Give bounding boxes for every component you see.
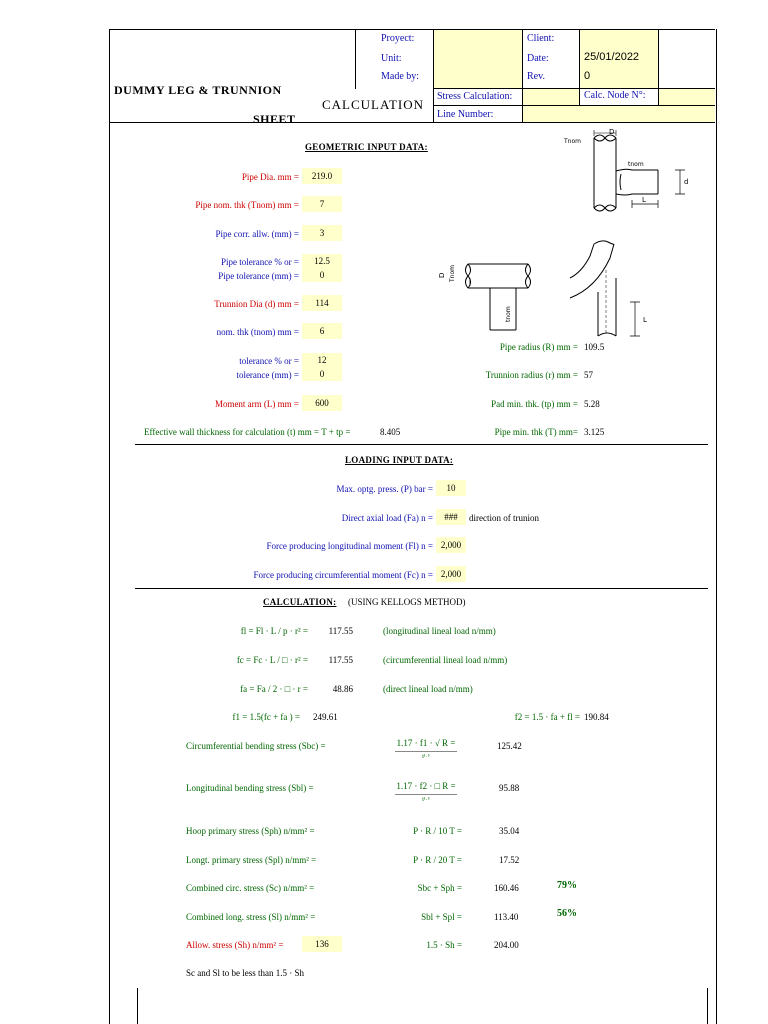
allow-result: 204.00 xyxy=(494,940,519,950)
header-fill xyxy=(523,106,715,122)
header-fill xyxy=(659,89,715,105)
trunnion-dia-input[interactable]: 114 xyxy=(302,295,342,311)
fl-formula: fl = Fl · L / p · r² = xyxy=(240,626,308,636)
allow-stress-input[interactable]: 136 xyxy=(302,936,342,952)
stress-limit-note: Sc and Sl to be less than 1.5 · Sh xyxy=(186,968,304,978)
pipe-tol-mm-input[interactable]: 0 xyxy=(302,268,342,282)
pipe-corr-label: Pipe corr. allw. (mm) = xyxy=(215,229,299,239)
rev-value[interactable]: 0 xyxy=(584,70,591,82)
fl-force-label: Force producing longitudinal moment (Fl) n = xyxy=(266,541,433,551)
sbc-value: 125.42 xyxy=(497,741,522,751)
client-label: Client: xyxy=(527,33,555,44)
sbl-label: Longitudinal bending stress (Sbl) = xyxy=(186,783,314,793)
pipe-min-label: Pipe min. thk (T) mm= xyxy=(494,427,578,437)
nom-thk-label: nom. thk (tnom) mm = xyxy=(216,327,299,337)
nom-thk-input[interactable]: 6 xyxy=(302,323,342,339)
header-col-divider xyxy=(355,29,356,89)
trunnion-dia-label: Trunnion Dia (d) mm = xyxy=(214,299,299,309)
d-label: d xyxy=(684,178,689,186)
sbc-numerator: 1.17 · f1 · √ R = xyxy=(396,738,456,748)
section-divider xyxy=(135,444,708,445)
vertical-pipe-outline xyxy=(594,138,616,208)
fa-value: 48.86 xyxy=(332,684,353,694)
trunnion-outline xyxy=(616,169,658,195)
D-label: D xyxy=(609,128,615,136)
horizontal-pipe-outline xyxy=(468,264,528,288)
calculation-section-title: CALCULATION: xyxy=(263,597,337,607)
tol-mm-input[interactable]: 0 xyxy=(302,367,342,381)
fl-note: (longitudinal lineal load n/mm) xyxy=(383,626,496,636)
sph-label: Hoop primary stress (Sph) n/mm² = xyxy=(186,826,315,836)
pipe-nom-thk-label: Pipe nom. thk (Tnom) mm = xyxy=(195,200,299,210)
fc-note: (circumferential lineal load n/mm) xyxy=(383,655,508,665)
axial-load-label: Direct axial load (Fa) n = xyxy=(341,513,433,523)
f2-value: 190.84 xyxy=(584,712,609,722)
title-sheet: SHEET xyxy=(253,112,296,126)
fc-force-input[interactable]: 2,000 xyxy=(436,566,466,582)
pipe-dia-input[interactable]: 219.0 xyxy=(302,168,342,184)
fc-force-label: Force producing circumferential moment (Fc) n = xyxy=(253,570,433,580)
eff-wall-value: 8.405 xyxy=(380,427,401,437)
tnom-leg-label: tnom xyxy=(505,306,512,322)
pad-min-label: Pad min. thk. (tp) mm = xyxy=(491,399,578,409)
sc-formula: Sbc + Sph = xyxy=(417,883,462,893)
max-press-input[interactable]: 10 xyxy=(436,480,466,496)
sl-value: 113.40 xyxy=(494,912,519,922)
spl-label: Longt. primary stress (Spl) n/mm² = xyxy=(186,855,317,865)
max-press-label: Max. optg. press. (P) bar = xyxy=(336,484,433,494)
sbc-label: Circumferential bending stress (Sbc) = xyxy=(186,741,326,751)
L-bottom-label: L xyxy=(643,316,647,324)
calc-node-label: Calc. Node N°: xyxy=(584,90,646,101)
elbow-outline xyxy=(570,244,614,298)
sph-formula: P · R / 10 T = xyxy=(413,826,462,836)
fl-value: 117.55 xyxy=(328,626,353,636)
trunnion-radius-label: Trunnion radius (r) mm = xyxy=(485,370,578,380)
date-label: Date: xyxy=(527,53,549,64)
pipe-nom-thk-input[interactable]: 7 xyxy=(302,196,342,212)
tol-mm-label: tolerance (mm) = xyxy=(236,370,299,380)
sc-value: 160.46 xyxy=(494,883,519,893)
fl-force-input[interactable]: 2,000 xyxy=(436,537,466,553)
L-label: L xyxy=(642,196,646,204)
loading-section-title: LOADING INPUT DATA: xyxy=(345,455,454,465)
tnom-small-label: tnom xyxy=(628,161,644,168)
f1-formula: f1 = 1.5(fc + fa ) = xyxy=(232,712,300,722)
header-bottom-border xyxy=(109,122,715,123)
allow-formula: 1.5 · Sh = xyxy=(426,940,462,950)
moment-arm-label: Moment arm (L) mm = xyxy=(214,399,299,409)
sbl-numerator: 1.17 · f2 · □ R = xyxy=(396,781,456,791)
spl-formula: P · R / 20 T = xyxy=(413,855,462,865)
stress-calculation-label: Stress Calculation: xyxy=(437,91,513,102)
tol-pct-input[interactable]: 12 xyxy=(302,353,342,367)
pipe-min-value: 3.125 xyxy=(584,427,605,437)
tnom-label: Tnom xyxy=(564,138,581,145)
pipe-break-bottom xyxy=(594,205,616,211)
allow-stress-label: Allow. stress (Sh) n/mm² = xyxy=(186,940,284,950)
date-value[interactable]: 25/01/2022 xyxy=(584,51,640,63)
calculation-method: (USING KELLOGS METHOD) xyxy=(348,597,466,607)
f2-formula: f2 = 1.5 · fa + fl = xyxy=(514,712,580,722)
sl-label: Combined long. stress (Sl) n/mm² = xyxy=(186,912,316,922)
sbc-denominator: t¹·⁵ xyxy=(422,754,430,760)
dummy-leg-outline xyxy=(490,288,516,330)
tol-pct-label: tolerance % or = xyxy=(239,356,299,366)
sc-percent: 79% xyxy=(557,880,577,891)
section-divider xyxy=(135,588,708,589)
pad-min-value: 5.28 xyxy=(584,399,600,409)
sbl-fraction-bar xyxy=(395,794,457,795)
tnom-bottom-label: Tnom xyxy=(449,265,456,282)
eff-wall-label: Effective wall thickness for calculation (t) mm = T + tp = xyxy=(144,427,351,437)
header-fill xyxy=(434,30,522,88)
title-line1: DUMMY LEG & TRUNNION xyxy=(114,83,282,97)
pipe-corr-input[interactable]: 3 xyxy=(302,225,342,241)
D-bottom-label: D xyxy=(438,272,446,278)
sbl-denominator: t¹·⁵ xyxy=(422,797,430,803)
bottom-left-border xyxy=(137,988,138,1024)
title-calculation: CALCULATION xyxy=(322,97,424,112)
fa-note: (direct lineal load n/mm) xyxy=(383,684,473,694)
header-fill xyxy=(523,89,579,105)
sc-label: Combined circ. stress (Sc) n/mm² = xyxy=(186,883,315,893)
moment-arm-input[interactable]: 600 xyxy=(302,395,342,411)
unit-label: Unit: xyxy=(381,53,402,64)
sbc-fraction-bar xyxy=(395,751,457,752)
sph-value: 35.04 xyxy=(499,826,520,836)
axial-load-note: direction of trunion xyxy=(469,513,539,523)
fc-value: 117.55 xyxy=(328,655,353,665)
made-by-label: Made by: xyxy=(381,71,420,82)
pipe-tol-mm-label: Pipe tolerance (mm) = xyxy=(218,271,299,281)
trunnion-diagram-bottom xyxy=(430,230,670,340)
f1-value: 249.61 xyxy=(313,712,338,722)
fa-formula: fa = Fa / 2 · □ · r = xyxy=(240,684,308,694)
trunnion-radius-value: 57 xyxy=(584,370,593,380)
pipe-radius-label: Pipe radius (R) mm = xyxy=(499,342,578,352)
geometric-section-title: GEOMETRIC INPUT DATA: xyxy=(305,142,428,152)
proyect-label: Proyect: xyxy=(381,33,415,44)
sl-formula: Sbl + Spl = xyxy=(421,912,462,922)
line-number-label: Line Number: xyxy=(437,109,494,120)
trunnion-diagram-top xyxy=(560,126,695,216)
pipe-tol-pct-label: Pipe tolerance % or = xyxy=(220,257,299,267)
axial-load-input[interactable]: ### xyxy=(436,509,466,525)
bottom-right-border xyxy=(707,988,708,1024)
rev-label: Rev. xyxy=(527,71,545,82)
fc-formula: fc = Fc · L / □ · r² = xyxy=(236,655,308,665)
pipe-tol-pct-input[interactable]: 12.5 xyxy=(302,254,342,268)
pipe-radius-value: 109.5 xyxy=(584,342,605,352)
sbl-value: 95.88 xyxy=(499,783,520,793)
sl-percent: 56% xyxy=(557,908,577,919)
pipe-dia-label: Pipe Dia. mm = xyxy=(241,172,299,182)
spl-value: 17.52 xyxy=(499,855,520,865)
